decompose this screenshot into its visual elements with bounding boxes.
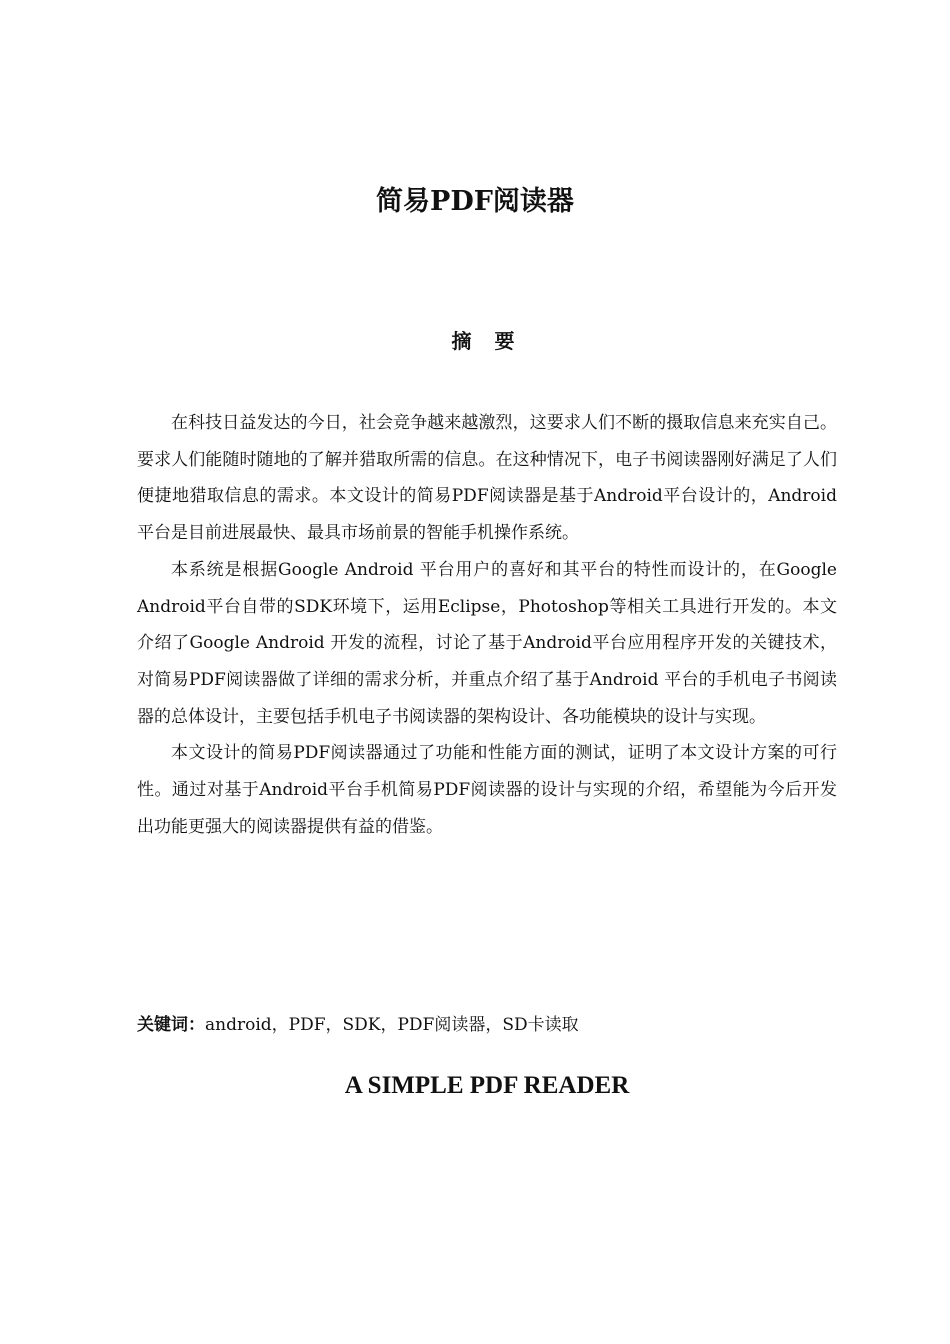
abstract-paragraph: 在科技日益发达的今日，社会竞争越来越激烈，这要求人们不断的摄取信息来充实自己。要求人们能随时随地的了解并猎取所需的信息。在这种情况下，电子书阅读器刚好满足了人们便捷地猎取信息的需求。本文设计的简易PDF阅读器是基于Android平台设计的，Android平台是目前进展最快、最具市场前景的智能手机操作系统。 [137, 413, 837, 544]
keywords-line [137, 1010, 837, 1040]
abstract-body [137, 405, 837, 845]
abstract-paragraph: 本文设计的简易PDF阅读器通过了功能和性能方面的测试，证明了本文设计方案的可行性。通过对基于Android平台手机简易PDF阅读器的设计与实现的介绍，希望能为今后开发出功能更强大的阅读器提供有益的借鉴。 [137, 743, 837, 837]
keywords-text: android，PDF，SDK，PDF阅读器，SD卡读取 [205, 1015, 579, 1035]
keywords-label: 关键词： [137, 1015, 205, 1035]
document-title: 简易PDF阅读器 [376, 186, 574, 217]
abstract-paragraph: 本系统是根据Google Android 平台用户的喜好和其平台的特性而设计的，在Google Android平台自带的SDK环境下，运用Eclipse，Photoshop等相关工具进行开发的。本文介绍了Google Android 开发的流程，讨论了基于Android平台应用程序开发的关键技术，对简易PDF阅读器做了详细的需求分析，并重点介绍了基于Android 平台的手机电子书阅读器的总体设计，主要包括手机电子书阅读器的架构设计、各功能模块的设计与实现。 [137, 559, 837, 727]
abstract-heading: 摘 要 [451, 329, 523, 353]
english-title: A SIMPLE PDF READER [344, 1072, 630, 1099]
